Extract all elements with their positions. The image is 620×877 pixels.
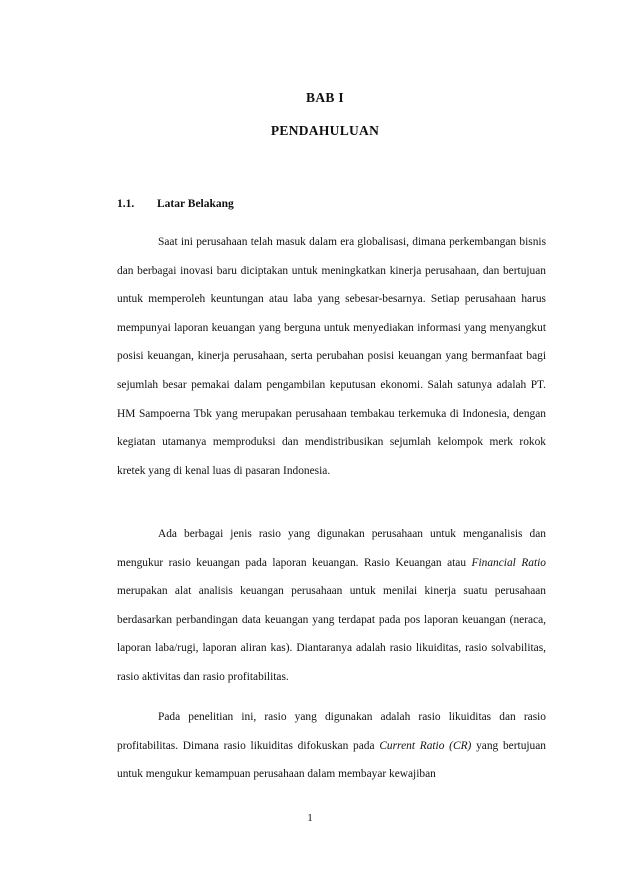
chapter-number: BAB I [306, 90, 344, 105]
paragraph-3-text-a: Pada penelitian ini, rasio yang digunakan adalah rasio likuiditas dan rasio profitabilitas. Dimana rasio likuiditas difokuskan pada [117, 711, 546, 752]
paragraph-3-emphasis: Current Ratio (CR) [379, 739, 472, 752]
paragraph-2-text-b: merupakan alat analisis keuangan perusahaan untuk menilai kinerja suatu perusahaan berdasarkan perbandingan data keuangan yang terdapat pada pos laporan keuangan (neraca, laporan laba/rugi, laporan aliran kas). Diantaranya adalah rasio likuiditas, rasio solvabilitas, rasio aktivitas dan rasio profitabilitas. [117, 585, 546, 683]
paragraph-3-text-b: yang bertujuan untuk mengukur kemampuan perusahaan dalam membayar kewajiban [117, 739, 547, 781]
chapter-title: PENDAHULUAN [270, 123, 380, 138]
paragraph-3 [117, 703, 546, 789]
section-number: 1.1. [117, 198, 135, 210]
page-number: 1 [307, 812, 313, 824]
paragraph-1: Saat ini perusahaan telah masuk dalam era globalisasi, dimana perkembangan bisnis dan berbagai inovasi baru diciptakan untuk meningkatkan kinerja perusahaan, dan bertujuan untuk memperoleh keuntungan atau laba yang sebesar-besarnya. Setiap perusahaan harus mempunyai laporan keuangan yang berguna untuk menyediakan informasi yang menyangkut posisi keuangan, kinerja perusahaan, serta perubahan posisi keuangan yang bermanfaat bagi sejumlah besar pemakai dalam pengambilan keputusan ekonomi. Salah satunya adalah PT. HM Sampoerna Tbk yang merupakan perusahaan tembakau terkemuka di Indonesia, dengan kegiatan utamanya memproduksi dan mendistribusikan sejumlah kelompok merk rokok kretek yang di kenal luas di pasaran Indonesia. [117, 236, 546, 477]
paragraph-2-emphasis: Financial Ratio [471, 556, 546, 569]
section-title: Latar Belakang [157, 198, 234, 210]
section-heading [117, 198, 234, 210]
paragraph-2-text-a: Ada berbagai jenis rasio yang digunakan perusahaan untuk menganalisis dan mengukur rasio keuangan pada laporan keuangan. Rasio Keuangan atau [117, 528, 546, 569]
paragraph-2 [117, 520, 546, 692]
